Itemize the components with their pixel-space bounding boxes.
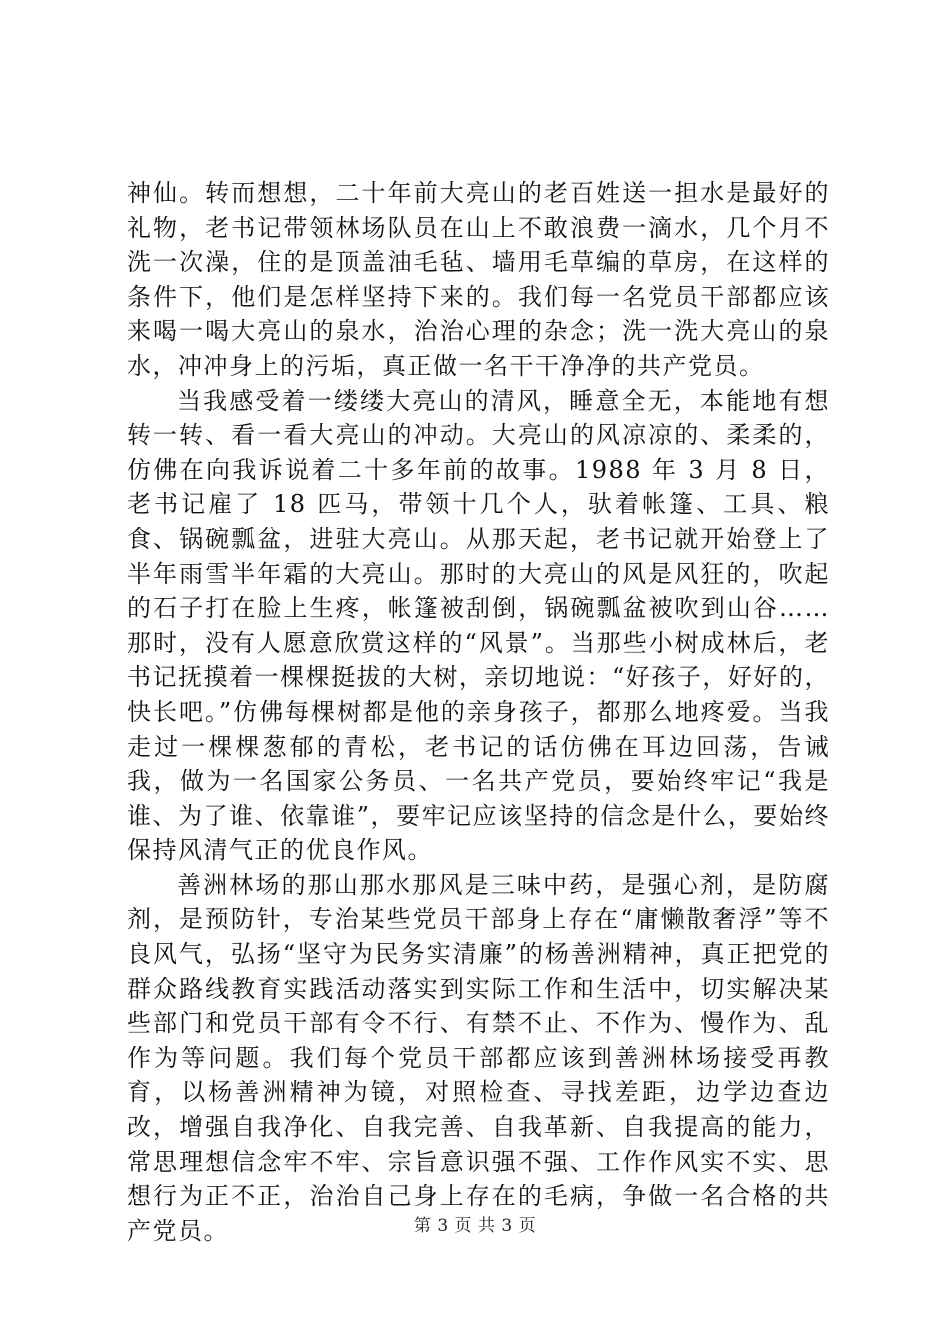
page-number-label: 第 3 页 共 3 页 [413,1216,537,1236]
page-footer [0,1215,950,1237]
paragraph-2: 当我感受着一缕缕大亮山的清风，睡意全无，本能地有想转一转、看一看大亮山的冲动。大亮山的风凉凉的、柔柔的，仿佛在向我诉说着二十多年前的故事。1988 年 3 月 8 日，老书记雇了 18 匹马，带领十几个人，驮着帐篷、工具、粮食、锅碗瓢盆，进驻大亮山。从那天起，老书记就开始登上了半年雨雪半年霜的大亮山。那时的大亮山的风是风狂的，吹起的石子打在脸上生疼，帐篷被刮倒，锅碗瓢盆被吹到山谷……那时，没有人愿意欣赏这样的“风景”。当那些小树成林后，老书记抚摸着一棵棵挺拔的大树，亲切地说：“好孩子，好好的，快长吧。”仿佛每棵树都是他的亲身孩子，都那么地疼爱。当我走过一棵棵葱郁的青松，老书记的话仿佛在耳边回荡，告诫我，做为一名国家公务员、一名共产党员，要始终牢记“我是谁、为了谁、依靠谁”，要牢记应该坚持的信念是什么，要始终保持风清气正的优良作风。 [127,386,830,865]
paragraph-1: 神仙。转而想想，二十年前大亮山的老百姓送一担水是最好的礼物，老书记带领林场队员在山上不敢浪费一滴水，几个月不洗一次澡，住的是顶盖油毛毡、墙用毛草编的草房，在这样的条件下，他们是怎样坚持下来的。我们每一名党员干部都应该来喝一喝大亮山的泉水，治治心理的杂念；洗一洗大亮山的泉水，冲冲身上的污垢，真正做一名干干净净的共产党员。 [127,179,830,380]
document-body [127,176,830,1248]
paragraph-3: 善洲林场的那山那水那风是三味中药，是强心剂，是防腐剂，是预防针，专治某些党员干部身上存在“庸懒散奢浮”等不良风气，弘扬“坚守为民务实清廉”的杨善洲精神，真正把党的群众路线教育实践活动落实到实际工作和生活中，切实解决某些部门和党员干部有令不行、有禁不止、不作为、慢作为、乱作为等问题。我们每个党员干部都应该到善洲林场接受再教育，以杨善洲精神为镜，对照检查、寻找差距，边学边查边改，增强自我净化、自我完善、自我革新、自我提高的能力，常思理想信念牢不牢、宗旨意识强不强、工作作风实不实、思想行为正不正，治治自己身上存在的毛病，争做一名合格的共产党员。 [127,870,830,1245]
